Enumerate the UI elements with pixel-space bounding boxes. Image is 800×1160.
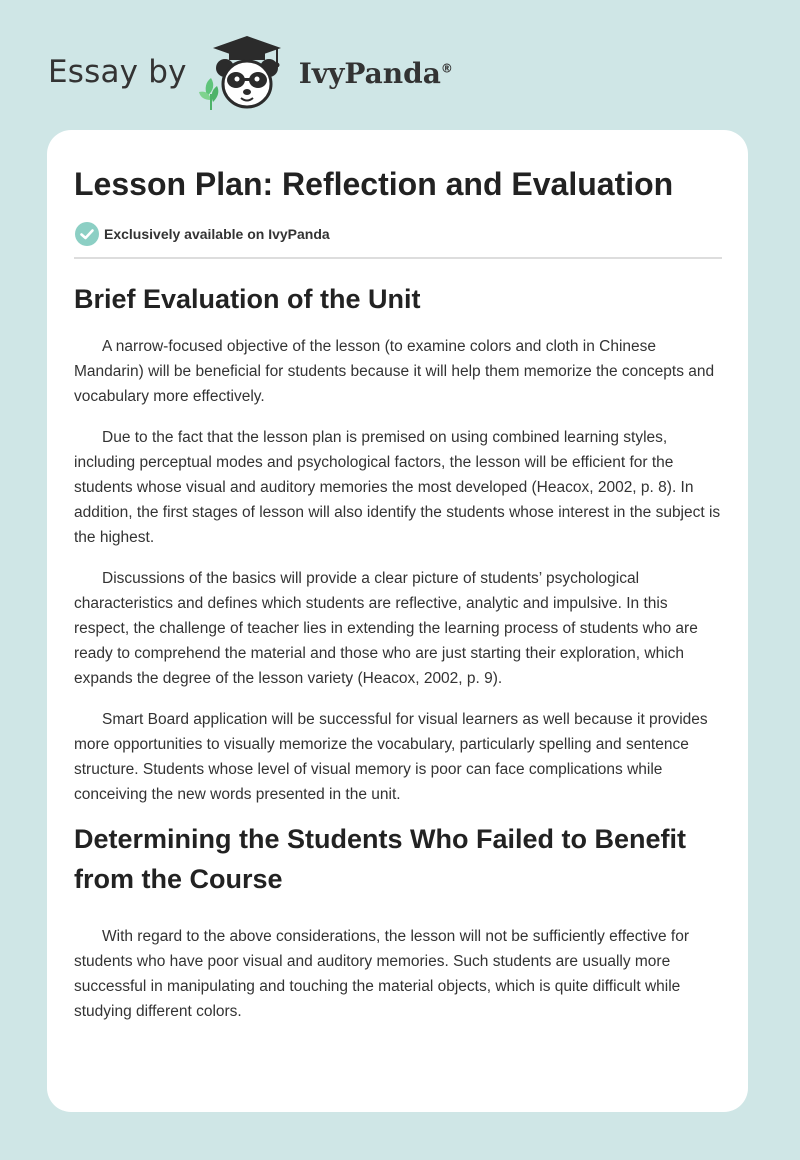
paragraph: With regard to the above considerations, the lesson will not be sufficiently effective for students who have poor visual and auditory memories. Such students are usually more successful in manipulating and touching the material objects, which is quite difficult while studying different colors. — [74, 928, 690, 1020]
exclusive-badge — [74, 221, 722, 247]
paragraph: A narrow-focused objective of the lesson (to examine colors and cloth in Chinese Mandarin) will be beneficial for students because it will help them memorize the concepts and vocabulary more effectively. — [74, 338, 715, 405]
panda-graduate-icon — [197, 34, 297, 114]
paragraph: Due to the fact that the lesson plan is premised on using combined learning styles, including perceptual modes and psychological factors, the lesson will be efficient for the students whose visual and auditory memories the most developed (Heacox, 2002, p. 8). In addition, the first stages of lesson will also identify the students whose interest in the subject is the highest. — [74, 429, 721, 546]
brand-prefix: Essay by — [48, 54, 187, 90]
page-title: Lesson Plan: Reflection and Evaluation — [74, 166, 674, 202]
section-determining-students — [74, 819, 722, 1024]
check-circle-icon — [74, 221, 100, 247]
brand-header[interactable] — [48, 34, 453, 114]
paragraph: Smart Board application will be successful for visual learners as well because it provides more opportunities to visually memorize the vocabulary, particularly spelling and sentence structure. Students whose level of visual memory is poor can face complications while conceiving the new words presented in the unit. — [74, 711, 708, 803]
badge-text: Exclusively available on IvyPanda — [104, 226, 330, 242]
divider — [74, 257, 722, 259]
section-heading: Brief Evaluation of the Unit — [74, 284, 421, 314]
brand-name: IvyPanda® — [298, 56, 453, 90]
article-card — [47, 130, 748, 1112]
section-heading: Determining the Students Who Failed to Benefit from the Course — [74, 824, 687, 894]
section-brief-evaluation — [74, 279, 722, 807]
paragraph: Discussions of the basics will provide a clear picture of students’ psychological characteristics and defines which students are reflective, analytic and impulsive. In this respect, the challenge of teacher lies in extending the learning process of students who are ready to comprehend the material and those who are just starting their exploration, which expands the degree of the lesson variety (Heacox, 2002, p. 9). — [74, 570, 698, 687]
